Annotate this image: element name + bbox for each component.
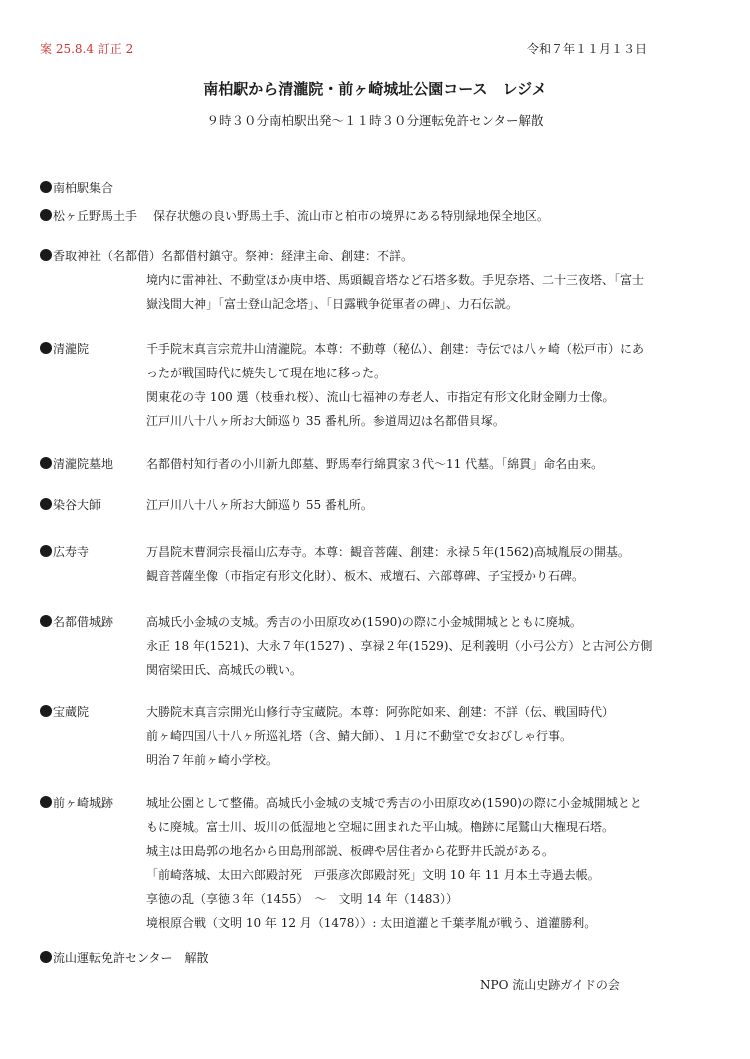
description-line: 江戸川八十八ヶ所お大師巡り 55 番札所。	[146, 498, 373, 512]
stop-description: 保存状態の良い野馬土手、流山市と柏市の境界にある特別緑地保全地区。	[153, 209, 550, 223]
document-date: 令和７年１１月１３日	[527, 42, 648, 56]
stop-name: 宝蔵院	[53, 705, 90, 719]
stop-name: 松ヶ丘野馬土手	[53, 209, 138, 223]
stop-name: 香取神社（名都借）	[53, 249, 162, 263]
description-line: もに廃城。富士川、坂川の低湿地と空堀に囲まれた平山城。櫓跡に尾鷲山大権現石塔。	[146, 820, 615, 834]
organization-credit: NPO 流山史跡ガイドの会	[480, 978, 620, 992]
stop-name: 流山運転免許センター 解散	[53, 951, 209, 965]
description-line: 高城氏小金城の支城。秀吉の小田原攻め(1590)の際に小金城開城とともに廃城。	[146, 615, 582, 629]
description-line: 万昌院末曹洞宗長福山広寿寺。本尊：観音菩薩、創建：永禄５年(1562)高城胤辰の開基。	[146, 545, 630, 559]
description-line: 境根原合戦（文明 10 年 12 月（1478））: 太田道灌と千葉孝胤が戦う、道灌勝利。	[146, 916, 597, 930]
bullet-icon	[40, 951, 52, 963]
description-line: 大勝院末真言宗開光山修行寺宝蔵院。本尊：阿弥陀如来、創建：不詳（伝、戦国時代）	[146, 705, 615, 719]
description-line: 城主は田島郭の地名から田島刑部説、板碑や居住者から花野井氏説がある。	[146, 844, 555, 858]
stop-name: 染谷大師	[53, 498, 102, 512]
description-line: 享徳の乱（享徳３年（1455） ～ 文明 14 年（1483））	[146, 892, 458, 906]
description-line: 明治７年前ヶ崎小学校。	[146, 753, 279, 767]
description-line: 関宿梁田氏、高城氏の戦い。	[146, 663, 303, 677]
description-line: ったが戦国時代に焼失して現在地に移った。	[146, 366, 387, 380]
description-line: 名都借村知行者の小川新九郎墓、野馬奉行綿貫家３代～11 代墓。「綿貫」命名由来。	[146, 457, 604, 471]
bullet-icon	[40, 796, 52, 808]
bullet-icon	[40, 181, 52, 193]
description-line: 関東花の寺 100 選（枝垂れ桜）、流山七福神の寿老人、市指定有形文化財金剛力士像。	[146, 390, 615, 404]
description-line: 千手院末真言宗荒井山清瀧院。本尊：不動尊（秘仏）、創建：寺伝では八ヶ崎（松戸市）にあ	[146, 342, 645, 356]
bullet-icon	[40, 249, 52, 261]
bullet-icon	[40, 615, 52, 627]
bullet-icon	[40, 545, 52, 557]
draft-revision-mark: 案 25.8.4 訂正 2	[40, 42, 134, 56]
description-line: 前ヶ崎四国八十八ヶ所巡礼塔（含、鯖大師）、１月に不動堂で女おびしゃ行事。	[146, 729, 573, 743]
description-line: 城址公園として整備。高城氏小金城の支城で秀吉の小田原攻め(1590)の際に小金城開城とと	[146, 796, 642, 810]
description-line: 「前崎落城、太田六郎殿討死 戸張彦次郎殿討死」文明 10 年 11 月本土寺過去帳。	[146, 868, 600, 882]
bullet-icon	[40, 209, 52, 221]
bullet-icon	[40, 342, 52, 354]
bullet-icon	[40, 457, 52, 469]
stop-name: 清瀧院	[53, 342, 90, 356]
description-line: 観音菩薩坐像（市指定有形文化財）、板木、戒壇石、六部尊碑、子宝授かり石碑。	[146, 569, 585, 583]
stop-katori-shrine	[40, 244, 710, 311]
description-line: 嶽浅間大神」「富士登山記念塔」、「日露戦争従軍者の碑」、力石伝説。	[146, 297, 519, 311]
stop-name: 広寿寺	[53, 545, 90, 559]
bullet-icon	[40, 705, 52, 717]
stop-description: 名都借村鎮守。祭神：経津主命、創建：不詳。	[161, 249, 414, 263]
page-title: 南柏駅から清瀧院・前ヶ崎城址公園コース レジメ	[203, 80, 547, 98]
stop-name: 名都借城跡	[53, 615, 114, 629]
bullet-icon	[40, 498, 52, 510]
description-line: 永正 18 年(1521)、大永７年(1527) 、享禄２年(1529)、足利義明（小弓公方）と古河公方側	[146, 639, 653, 653]
stop-name: 南柏駅集合	[53, 181, 114, 195]
description-line: 江戸川八十八ヶ所お大師巡り 35 番札所。参道周辺は名都借貝塚。	[146, 414, 505, 428]
stop-name: 前ヶ崎城跡	[53, 796, 114, 810]
schedule-subtitle: ９時３０分南柏駅出発～１１時３０分運転免許センター解散	[206, 113, 544, 128]
stop-matsugaoka-noma-dote	[40, 204, 710, 228]
description-line: 境内に雷神社、不動堂ほか庚申塔、馬頭観音塔など石塔多数。手児奈塔、二十三夜塔、「富士	[146, 273, 645, 287]
stop-name: 清瀧院墓地	[53, 457, 114, 471]
